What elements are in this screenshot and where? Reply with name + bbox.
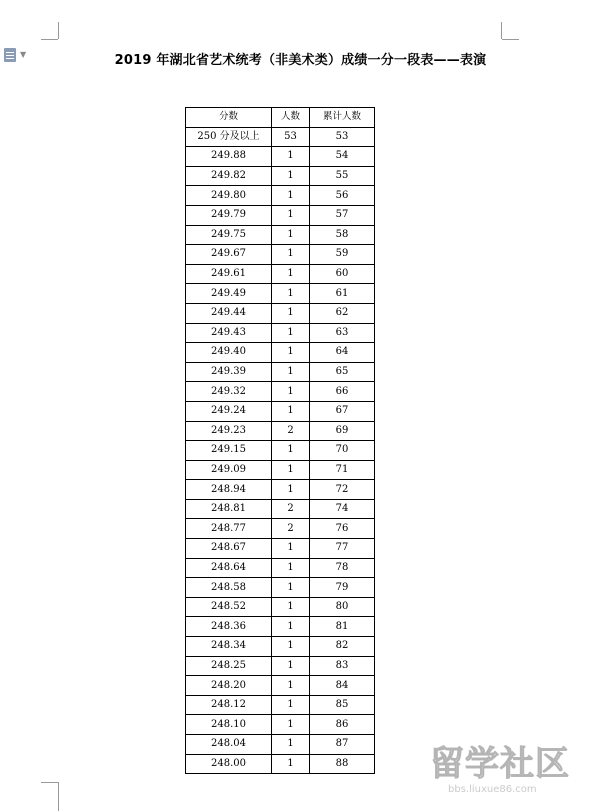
table-row <box>186 715 375 735</box>
cell-score: 249.75 <box>186 225 272 245</box>
cell-cumulative: 61 <box>310 284 375 304</box>
cell-count: 1 <box>272 539 310 559</box>
table-row <box>186 186 375 206</box>
cell-cumulative: 53 <box>310 127 375 147</box>
cell-count: 1 <box>272 735 310 755</box>
cell-cumulative: 57 <box>310 205 375 225</box>
cell-count: 1 <box>272 323 310 343</box>
cell-count: 1 <box>272 284 310 304</box>
cell-count: 1 <box>272 676 310 696</box>
table-row <box>186 460 375 480</box>
cell-cumulative: 76 <box>310 519 375 539</box>
cell-score: 249.09 <box>186 460 272 480</box>
cell-score: 248.58 <box>186 578 272 598</box>
cell-cumulative: 71 <box>310 460 375 480</box>
table-row <box>186 225 375 245</box>
table-header-row <box>186 108 375 128</box>
header-score: 分数 <box>186 108 272 128</box>
cell-count: 1 <box>272 578 310 598</box>
cell-cumulative: 70 <box>310 441 375 461</box>
table-row <box>186 362 375 382</box>
cell-cumulative: 72 <box>310 480 375 500</box>
cell-cumulative: 85 <box>310 695 375 715</box>
watermark-logo <box>430 744 600 804</box>
cell-score: 249.88 <box>186 147 272 167</box>
table-row <box>186 127 375 147</box>
cell-score: 248.00 <box>186 754 272 774</box>
table-row <box>186 578 375 598</box>
cell-count: 1 <box>272 754 310 774</box>
table-row <box>186 695 375 715</box>
table-row <box>186 617 375 637</box>
cell-count: 1 <box>272 186 310 206</box>
cell-cumulative: 60 <box>310 264 375 284</box>
score-table <box>185 107 375 774</box>
cell-count: 1 <box>272 382 310 402</box>
table-row <box>186 343 375 363</box>
cell-score: 250 分及以上 <box>186 127 272 147</box>
table-row <box>186 382 375 402</box>
cell-cumulative: 78 <box>310 558 375 578</box>
watermark-text: 留学社区 <box>430 744 570 784</box>
page-corner-mark-top-left <box>58 22 59 39</box>
cell-count: 1 <box>272 343 310 363</box>
dropdown-arrow-icon[interactable]: ▼ <box>20 50 27 59</box>
cell-count: 1 <box>272 617 310 637</box>
cell-score: 248.64 <box>186 558 272 578</box>
cell-cumulative: 58 <box>310 225 375 245</box>
cell-cumulative: 67 <box>310 401 375 421</box>
table-row <box>186 754 375 774</box>
cell-score: 249.24 <box>186 401 272 421</box>
cell-score: 249.44 <box>186 303 272 323</box>
cell-score: 248.20 <box>186 676 272 696</box>
table-row <box>186 245 375 265</box>
cell-count: 1 <box>272 225 310 245</box>
cell-score: 249.49 <box>186 284 272 304</box>
table-row <box>186 676 375 696</box>
cell-count: 1 <box>272 166 310 186</box>
cell-cumulative: 64 <box>310 343 375 363</box>
cell-count: 2 <box>272 421 310 441</box>
cell-count: 1 <box>272 303 310 323</box>
page-title: 2019 年湖北省艺术统考（非美术类）成绩一分一段表——表演 <box>114 53 487 68</box>
page-corner-mark-bottom-left-h <box>41 782 58 783</box>
cell-score: 248.34 <box>186 637 272 657</box>
table-row <box>186 147 375 167</box>
cell-score: 249.43 <box>186 323 272 343</box>
cell-count: 1 <box>272 264 310 284</box>
cell-cumulative: 62 <box>310 303 375 323</box>
cell-score: 248.94 <box>186 480 272 500</box>
cell-score: 249.67 <box>186 245 272 265</box>
table-body <box>186 127 375 774</box>
cell-score: 249.32 <box>186 382 272 402</box>
cell-cumulative: 83 <box>310 656 375 676</box>
cell-cumulative: 84 <box>310 676 375 696</box>
cell-score: 249.82 <box>186 166 272 186</box>
cell-score: 249.79 <box>186 205 272 225</box>
cell-score: 248.12 <box>186 695 272 715</box>
cell-count: 1 <box>272 205 310 225</box>
cell-score: 248.10 <box>186 715 272 735</box>
cell-score: 249.23 <box>186 421 272 441</box>
table-row <box>186 264 375 284</box>
cell-score: 248.81 <box>186 499 272 519</box>
table-row <box>186 421 375 441</box>
cell-score: 248.25 <box>186 656 272 676</box>
table-row <box>186 480 375 500</box>
cell-score: 249.40 <box>186 343 272 363</box>
page-corner-mark-top-right <box>501 22 502 39</box>
cell-count: 1 <box>272 362 310 382</box>
cell-cumulative: 77 <box>310 539 375 559</box>
cell-cumulative: 79 <box>310 578 375 598</box>
cell-cumulative: 81 <box>310 617 375 637</box>
cell-cumulative: 63 <box>310 323 375 343</box>
cell-score: 248.67 <box>186 539 272 559</box>
cell-cumulative: 86 <box>310 715 375 735</box>
cell-score: 248.04 <box>186 735 272 755</box>
cell-count: 1 <box>272 460 310 480</box>
page-corner-mark-top-left-h <box>41 39 58 40</box>
cell-score: 248.52 <box>186 597 272 617</box>
table-row <box>186 656 375 676</box>
table-row <box>186 303 375 323</box>
table-row <box>186 441 375 461</box>
cell-score: 248.77 <box>186 519 272 539</box>
cell-cumulative: 74 <box>310 499 375 519</box>
cell-count: 53 <box>272 127 310 147</box>
cell-cumulative: 55 <box>310 166 375 186</box>
table-row <box>186 597 375 617</box>
cell-count: 1 <box>272 637 310 657</box>
page-corner-mark-bottom-left <box>58 782 59 811</box>
table-row <box>186 637 375 657</box>
cell-count: 1 <box>272 245 310 265</box>
cell-cumulative: 66 <box>310 382 375 402</box>
cell-cumulative: 59 <box>310 245 375 265</box>
table-row <box>186 558 375 578</box>
table-row <box>186 539 375 559</box>
header-count: 人数 <box>272 108 310 128</box>
cell-count: 1 <box>272 597 310 617</box>
cell-cumulative: 80 <box>310 597 375 617</box>
page-corner-mark-top-right-h <box>502 39 519 40</box>
table-row <box>186 205 375 225</box>
cell-cumulative: 82 <box>310 637 375 657</box>
cell-score: 248.36 <box>186 617 272 637</box>
cell-cumulative: 87 <box>310 735 375 755</box>
cell-score: 249.80 <box>186 186 272 206</box>
cell-cumulative: 56 <box>310 186 375 206</box>
cell-cumulative: 54 <box>310 147 375 167</box>
cell-score: 249.15 <box>186 441 272 461</box>
table-row <box>186 401 375 421</box>
cell-count: 1 <box>272 480 310 500</box>
cell-count: 2 <box>272 499 310 519</box>
cell-count: 2 <box>272 519 310 539</box>
cell-count: 1 <box>272 147 310 167</box>
cell-cumulative: 65 <box>310 362 375 382</box>
table-row <box>186 323 375 343</box>
table-row <box>186 166 375 186</box>
cell-score: 249.39 <box>186 362 272 382</box>
table-row <box>186 735 375 755</box>
header-cumulative: 累计人数 <box>310 108 375 128</box>
cell-count: 1 <box>272 441 310 461</box>
table-row <box>186 519 375 539</box>
cell-count: 1 <box>272 715 310 735</box>
cell-count: 1 <box>272 558 310 578</box>
cell-cumulative: 88 <box>310 754 375 774</box>
cell-cumulative: 69 <box>310 421 375 441</box>
cell-count: 1 <box>272 695 310 715</box>
table-row <box>186 499 375 519</box>
cell-count: 1 <box>272 401 310 421</box>
table-row <box>186 284 375 304</box>
cell-count: 1 <box>272 656 310 676</box>
cell-score: 249.61 <box>186 264 272 284</box>
watermark-url: bbs.liuxue86.com <box>448 784 537 795</box>
